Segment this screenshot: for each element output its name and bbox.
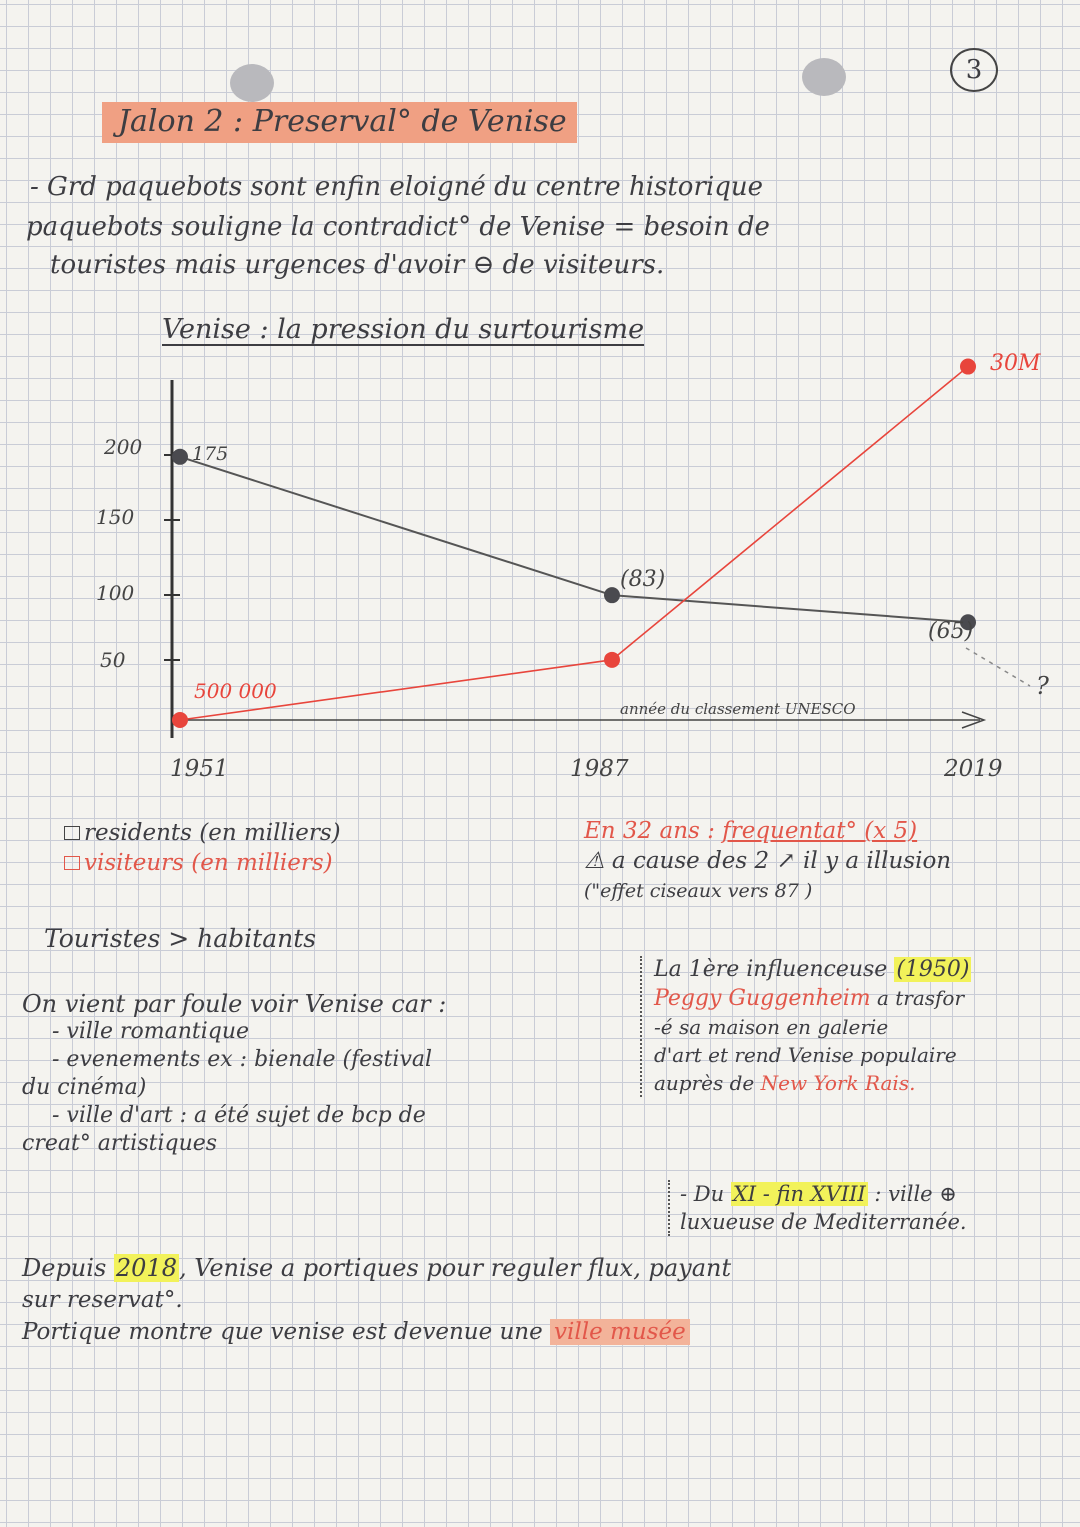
history-rest: : ville ⊕ [867,1182,957,1206]
visitors-point-1951 [172,712,188,728]
legend-swatch-residents [64,826,80,840]
legend-item-residents [64,818,341,848]
influencer-line-5-prefix: auprès de [654,1071,761,1095]
residents-label-2019: (65) [928,619,974,644]
residents-point-1951 [172,449,188,465]
influencer-line-2 [654,984,1064,1013]
y-tick-label-50: 50 [100,648,126,672]
influencer-line-1 [654,956,1064,984]
y-tick-label-200: 200 [104,435,143,459]
legend [64,818,341,878]
conclusion-line-2: sur reservat°. [22,1287,183,1313]
influencer-line-4: d'art et rend Venise populaire [654,1043,957,1067]
reason-art-cont: creat° artistiques [22,1131,218,1156]
history-line-1 [680,1180,967,1208]
reason-art: - ville d'art : a été sujet de bcp de [52,1103,426,1128]
intro-line-3: touristes mais urgences d'avoir ⊖ de visiteurs. [50,250,665,280]
frequentation-note [584,816,951,906]
unesco-annotation: année du classement UNESCO [620,700,856,718]
reason-romantic: - ville romantique [52,1019,250,1044]
history-range: XI - fin XVIII [732,1182,866,1206]
visitors-series-line [180,367,968,720]
reason-events: - evenements ex : bienale (festival [52,1047,433,1072]
y-tick-marks [164,455,184,660]
conclusion-line-1 [22,1252,731,1284]
dashed-trend [966,648,1030,686]
visitors-points [172,359,976,728]
visitors-point-2019 [960,359,976,375]
influencer-year: (1950) [896,957,970,982]
conclusion-line-3-text: Portique montre que venise est devenue une [22,1319,551,1345]
frequentation-line-2: ⚠ a cause des 2 ↗ il y a illusion [584,848,952,874]
legend-label-visitors: visiteurs (en milliers) [84,850,333,876]
visitors-label-start: 500 000 [194,679,277,703]
residents-label-1951: 175 [192,443,229,465]
tourists-vs-inhabitants: Touristes > habitants [44,924,317,953]
reason-events-cont: du cinéma) [22,1075,147,1100]
y-tick-label-100: 100 [96,581,135,605]
frequentation-prefix: En 32 ans : [584,818,723,844]
chart-title: Venise : la pression du surtourisme [162,314,645,345]
reasons-intro: On vient par foule voir Venise car : [22,990,447,1018]
influencer-new-york: New York Rais. [760,1071,916,1095]
residents-point-1987 [604,587,620,603]
residents-series-line [180,457,968,622]
frequentation-line-1 [584,816,951,846]
intro-line-2: paquebots souligne la contradict° de Venise = besoin de [26,212,770,242]
influencer-line-2-rest: a trasfor [870,986,965,1010]
intro-line-1: - Grd paquebots sont enfin eloigné du centre historique [30,172,763,202]
influencer-line-3: -é sa maison en galerie [654,1015,889,1039]
conclusion-highlight: ville musée [550,1319,690,1345]
legend-label-residents: residents (en milliers) [84,820,341,846]
residents-points [172,449,976,630]
influencer-name: Peggy Guggenheim [654,986,871,1011]
influencer-block [640,956,1064,1097]
legend-swatch-visitors [64,856,80,870]
visitors-label-end: 30M [990,351,1041,376]
history-line-2: luxueuse de Mediterranée. [680,1210,967,1234]
x-tick-label-1951: 1951 [170,756,229,782]
influencer-line-5 [654,1069,1064,1097]
history-block [668,1180,967,1236]
frequentation-value: frequentat° (x 5) [722,818,918,844]
residents-label-1987: (83) [620,567,666,592]
page-title-text: Jalon 2 : Preserval° de Venise [102,102,577,143]
legend-item-visitors [64,848,341,878]
frequentation-line-3: ("effet ciseaux vers 87 ) [584,880,813,902]
page-number: 3 [950,48,998,92]
conclusion-line-3 [22,1316,731,1348]
conclusion-prefix: Depuis [22,1254,114,1282]
influencer-prefix: La 1ère influenceuse [654,957,895,982]
y-tick-label-150: 150 [96,505,135,529]
reasons-block [22,990,446,1158]
conclusion-year: 2018 [115,1254,177,1282]
question-mark: ? [1036,672,1049,700]
x-tick-label-2019: 2019 [944,756,1003,782]
visitors-point-1987 [604,652,620,668]
conclusion-rest: , Venise a portiques pour reguler flux, payant [178,1254,732,1282]
x-tick-label-1987: 1987 [570,756,629,782]
history-prefix: - Du [680,1182,731,1206]
conclusion-block [22,1252,731,1348]
